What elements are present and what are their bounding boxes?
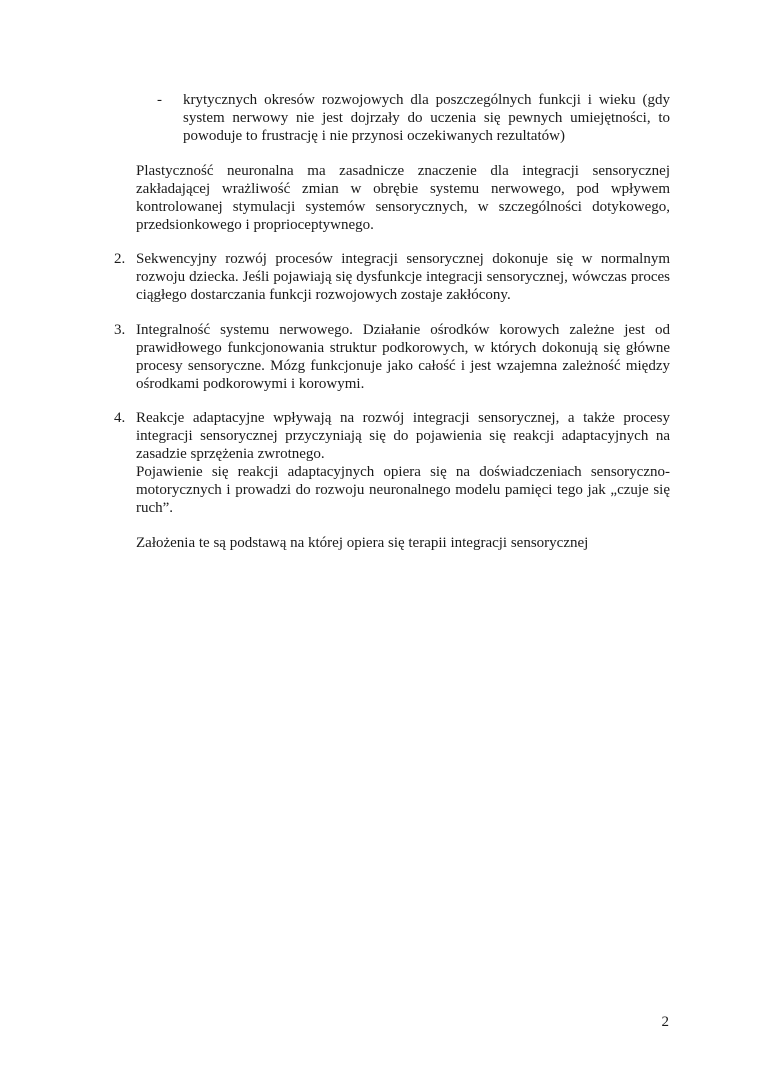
item-text: Reakcje adaptacyjne wpływają na rozwój integracji sensorycznej, a także procesy integracji sensorycznej przyczyniają się do pojawienia się reakcji adaptacyjnych na zasadzie sprzężenia zwrotnego. <box>136 410 670 462</box>
bullet-marker: - <box>157 92 162 108</box>
item-text: Integralność systemu nerwowego. Działanie ośrodków korowych zależne jest od prawidłowego funkcjonowania struktur podkorowych, w których dokonują się główne procesy sensoryczne. Mózg funkcjonuje jako całość i jest wzajemna zależność między ośrodkami podkorowymi i korowymi. <box>136 322 670 392</box>
paragraph-plasticity: Plastyczność neuronalna ma zasadnicze znaczenie dla integracji sensorycznej zakładającej wrażliwość zmian w obrębie systemu nerwowego, pod wpływem kontrolowanej stymulacji systemów sensorycznych, w szczególności dotykowego, przedsionkowego i proprioceptywnego. <box>136 163 670 233</box>
closing-sentence: Założenia te są podstawą na której opiera się terapii integracji sensorycznej <box>136 535 589 551</box>
page-number: 2 <box>661 1014 669 1030</box>
numbered-item-2 <box>114 250 670 304</box>
bullet-text: krytycznych okresów rozwojowych dla poszczególnych funkcji i wieku (gdy system nerwowy nie jest dojrzały do uczenia się pewnych umiejętności, to powoduje to frustrację i nie przynosi oczekiwanych rezultatów) <box>183 92 670 144</box>
item-text: Sekwencyjny rozwój procesów integracji sensorycznej dokonuje się w normalnym rozwoju dziecka. Jeśli pojawiają się dysfunkcje integracji sensorycznej, wówczas proces ciągłego dostarczania funkcji rozwojowych zostaje zakłócony. <box>136 251 670 303</box>
item-number: 4. <box>114 410 126 426</box>
item-number: 2. <box>114 251 126 267</box>
item-text-continued: Pojawienie się reakcji adaptacyjnych opiera się na doświadczeniach sensoryczno-motorycznych i prowadzi do rozwoju neuronalnego modelu pamięci tego jak „czuje się ruch”. <box>136 464 670 516</box>
item-number: 3. <box>114 322 126 338</box>
bullet-item-critical-periods <box>157 91 670 145</box>
numbered-item-4 <box>114 409 670 517</box>
numbered-item-3 <box>114 321 670 393</box>
